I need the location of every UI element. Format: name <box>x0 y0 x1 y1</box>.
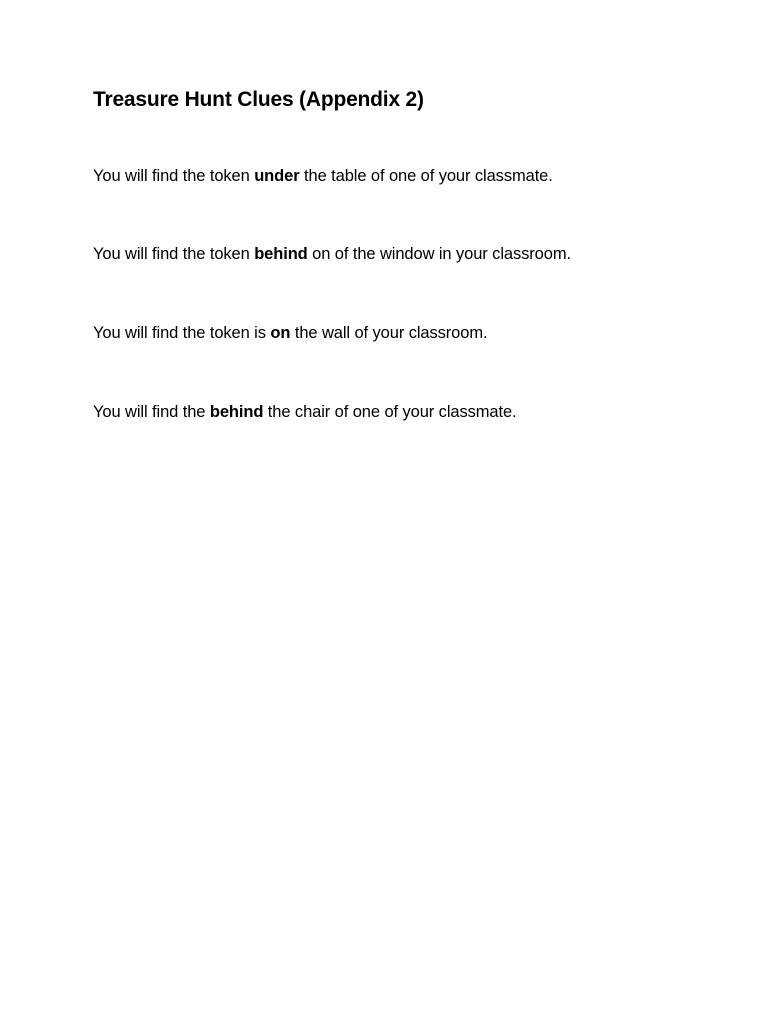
clue-4 <box>93 403 517 422</box>
clue-3-keyword: on <box>270 324 291 342</box>
document-title: Treasure Hunt Clues (Appendix 2) <box>93 88 424 111</box>
clue-3-text-before: You will find the token is <box>93 324 271 342</box>
clue-1-keyword: under <box>254 167 300 185</box>
clue-2-text-after: on of the window in your classroom. <box>307 245 571 263</box>
clue-1-text-after: the table of one of your classmate. <box>299 167 553 185</box>
clue-3 <box>93 324 487 343</box>
clue-4-text-after: the chair of one of your classmate. <box>263 403 517 421</box>
clue-3-text-after: the wall of your classroom. <box>290 324 488 342</box>
clue-1-text-before: You will find the token <box>93 167 255 185</box>
clue-4-text-before: You will find the <box>93 403 210 421</box>
clue-2 <box>93 245 571 264</box>
clue-1 <box>93 167 553 186</box>
clue-2-keyword: behind <box>254 245 308 263</box>
clue-2-text-before: You will find the token <box>93 245 255 263</box>
clue-4-keyword: behind <box>209 403 264 421</box>
